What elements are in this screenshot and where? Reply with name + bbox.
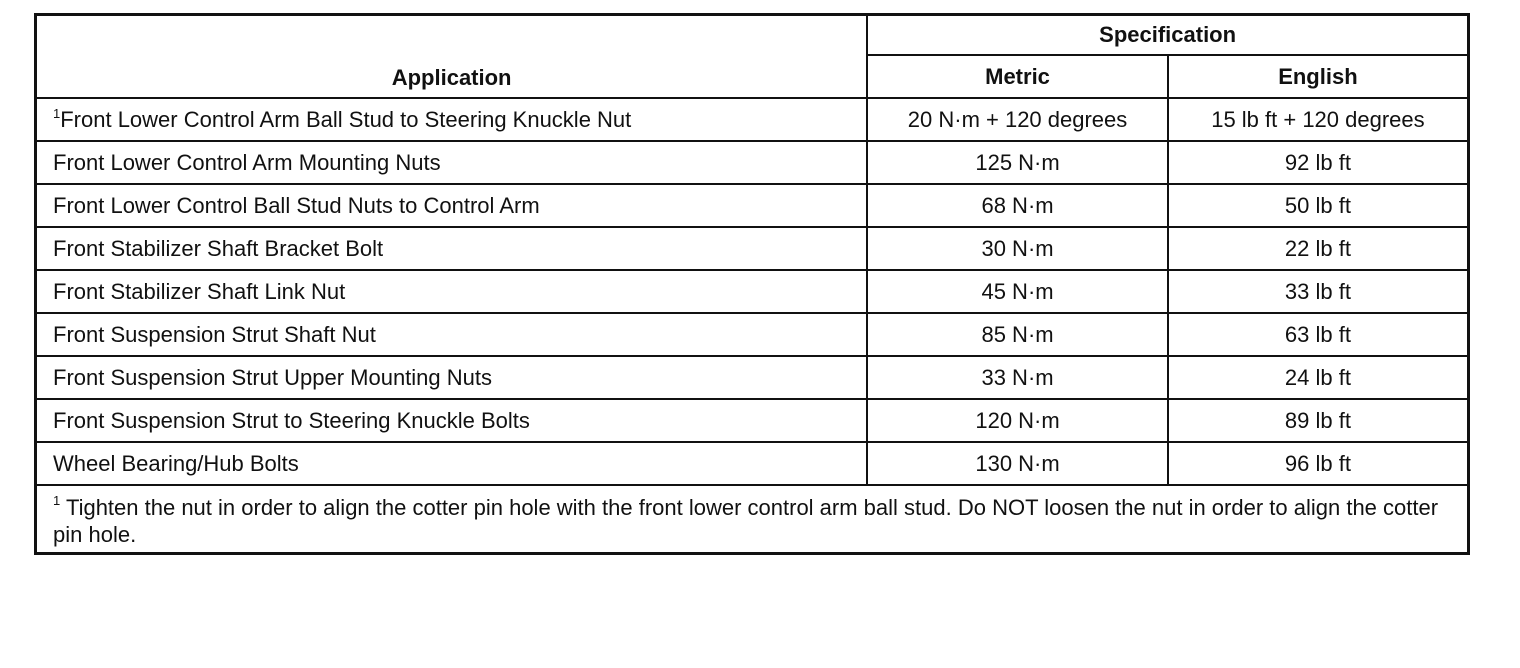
table-row <box>36 98 1469 141</box>
english-cell: 92 lb ft <box>1168 141 1469 184</box>
english-cell: 22 lb ft <box>1168 227 1469 270</box>
table-row <box>36 442 1469 485</box>
footnote-cell <box>36 485 1469 554</box>
header-application: Application <box>36 15 868 99</box>
application-cell: Wheel Bearing/Hub Bolts <box>36 442 868 485</box>
header-metric: Metric <box>867 55 1168 98</box>
application-cell: Front Stabilizer Shaft Bracket Bolt <box>36 227 868 270</box>
torque-specifications-table <box>34 13 1470 555</box>
footnote-marker: 1 <box>53 105 61 121</box>
application-text: Front Lower Control Arm Ball Stud to Steering Knuckle Nut <box>60 106 632 132</box>
metric-cell: 30 N·m <box>867 227 1168 270</box>
english-cell: 50 lb ft <box>1168 184 1469 227</box>
table-row <box>36 270 1469 313</box>
english-cell: 89 lb ft <box>1168 399 1469 442</box>
metric-cell: 120 N·m <box>867 399 1168 442</box>
table-row <box>36 141 1469 184</box>
header-row-specification <box>36 15 1469 56</box>
table-row <box>36 399 1469 442</box>
footnote-text: Tighten the nut in order to align the cotter pin hole with the front lower control arm ball stud. Do NOT loosen the nut in order to align the cotter pin hole. <box>53 495 1439 547</box>
footnote-row <box>36 485 1469 554</box>
application-cell: Front Lower Control Ball Stud Nuts to Control Arm <box>36 184 868 227</box>
application-cell <box>36 98 868 141</box>
table-row <box>36 356 1469 399</box>
application-cell: Front Suspension Strut Upper Mounting Nuts <box>36 356 868 399</box>
application-cell: Front Suspension Strut Shaft Nut <box>36 313 868 356</box>
metric-cell: 130 N·m <box>867 442 1168 485</box>
english-cell: 33 lb ft <box>1168 270 1469 313</box>
application-cell: Front Stabilizer Shaft Link Nut <box>36 270 868 313</box>
metric-cell: 33 N·m <box>867 356 1168 399</box>
application-cell: Front Lower Control Arm Mounting Nuts <box>36 141 868 184</box>
header-english: English <box>1168 55 1469 98</box>
header-specification: Specification <box>867 15 1468 56</box>
english-cell: 24 lb ft <box>1168 356 1469 399</box>
footnote-marker: 1 <box>53 493 61 508</box>
english-cell: 96 lb ft <box>1168 442 1469 485</box>
metric-cell: 85 N·m <box>867 313 1168 356</box>
application-cell: Front Suspension Strut to Steering Knuckle Bolts <box>36 399 868 442</box>
metric-cell: 68 N·m <box>867 184 1168 227</box>
english-cell: 63 lb ft <box>1168 313 1469 356</box>
table-row <box>36 313 1469 356</box>
metric-cell: 125 N·m <box>867 141 1168 184</box>
metric-cell: 45 N·m <box>867 270 1168 313</box>
metric-cell: 20 N·m + 120 degrees <box>867 98 1168 141</box>
english-cell: 15 lb ft + 120 degrees <box>1168 98 1469 141</box>
table-row <box>36 227 1469 270</box>
table-row <box>36 184 1469 227</box>
